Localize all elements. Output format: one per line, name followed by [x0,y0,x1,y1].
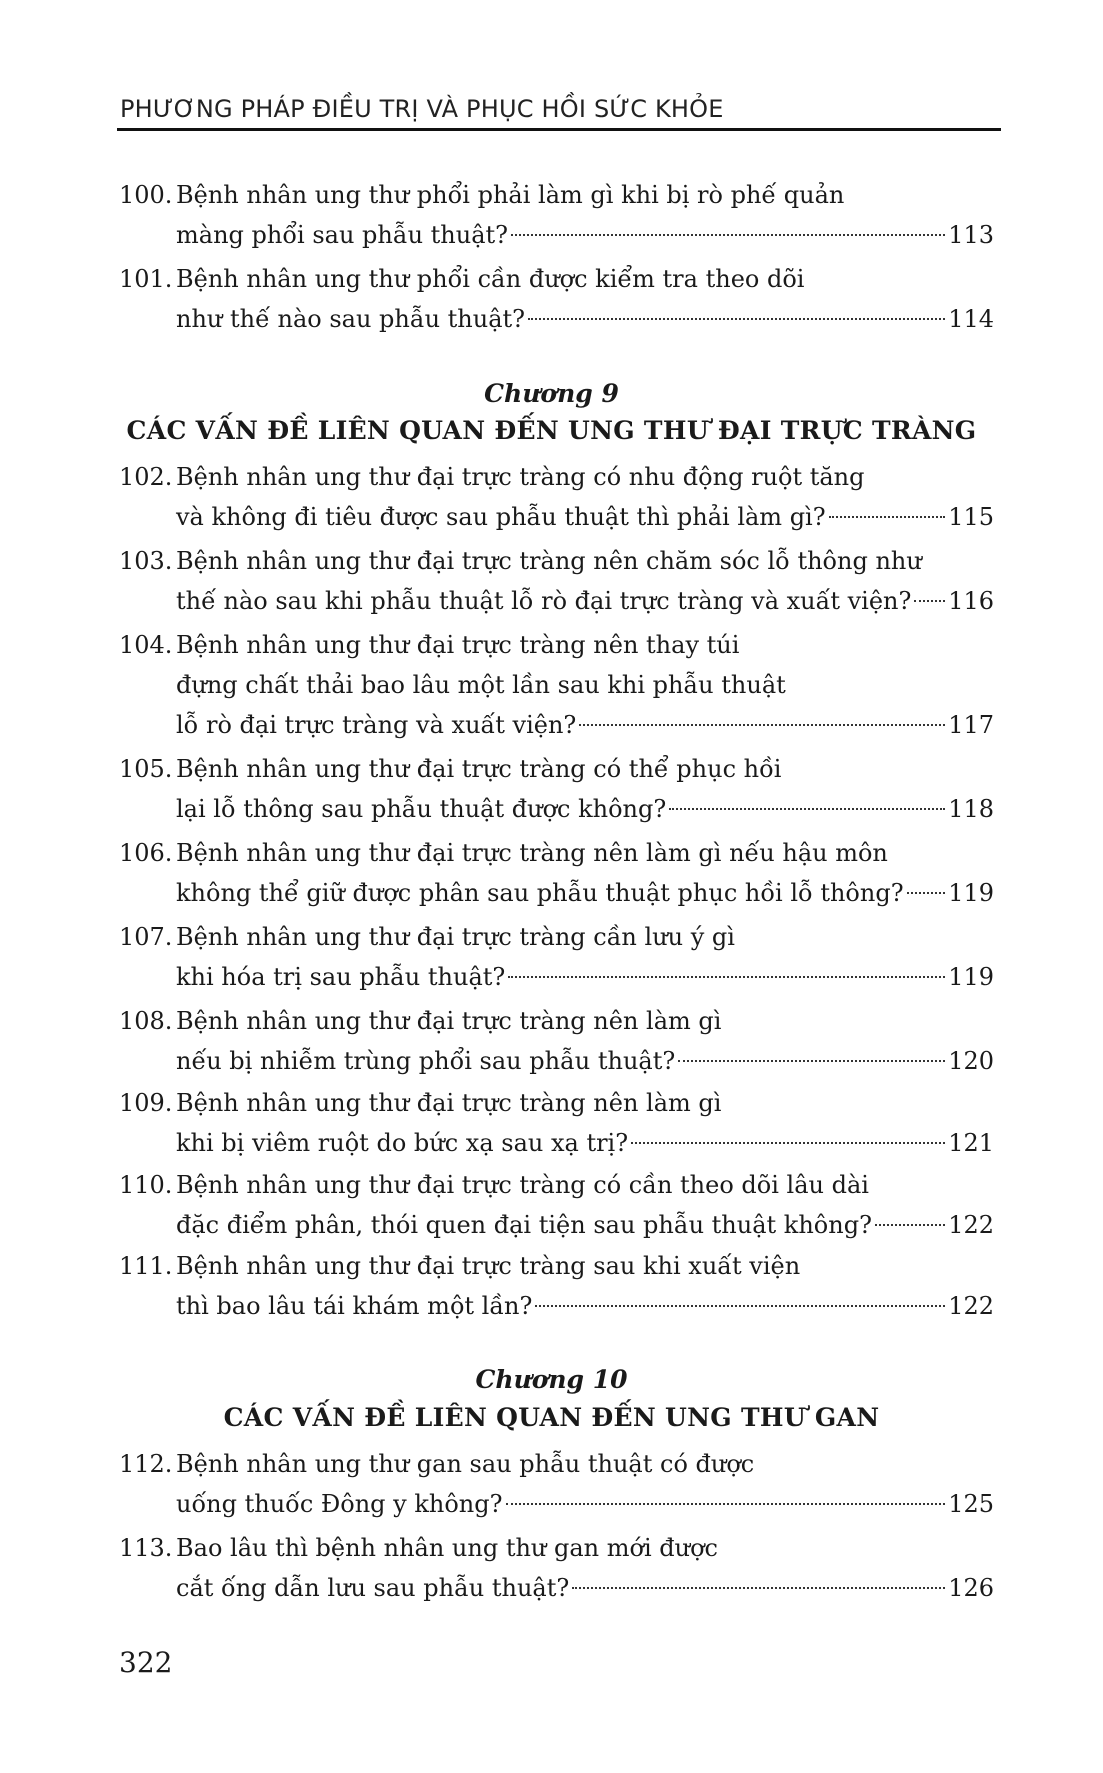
entry-number: 102. [119,463,173,491]
entry-text: lại lỗ thông sau phẫu thuật được không? [176,795,667,823]
entry-text: không thể giữ được phân sau phẫu thuật phục hồi lỗ thông? [176,879,904,907]
toc-entry[interactable] [0,1001,1103,1081]
entry-page: 119 [948,963,994,991]
entry-text: nếu bị nhiễm trùng phổi sau phẫu thuật? [176,1047,676,1075]
chapter-9-title: Chương 9 [484,379,619,408]
entry-page: 114 [948,305,994,333]
dot-leader [914,600,945,602]
entry-text: Bệnh nhân ung thư đại trực tràng nên chăm sóc lỗ thông như [176,547,922,575]
toc-entry[interactable] [0,833,1103,913]
entry-number: 101. [119,265,173,293]
entry-text: và không đi tiêu được sau phẫu thuật thì phải làm gì? [176,503,826,531]
entry-number: 111. [119,1252,173,1280]
dot-leader [528,318,945,320]
entry-page: 122 [948,1211,994,1239]
entry-page: 122 [948,1292,994,1320]
entry-text: Bệnh nhân ung thư đại trực tràng cần lưu ý gì [176,923,735,951]
header-rule [117,128,1001,131]
entry-text: Bệnh nhân ung thư đại trực tràng nên làm gì nếu hậu môn [176,839,888,867]
toc-entry[interactable] [0,1083,1103,1163]
entry-text: màng phổi sau phẫu thuật? [176,221,509,249]
entry-number: 103. [119,547,173,575]
toc-entry[interactable] [0,541,1103,621]
entry-number: 112. [119,1450,173,1478]
page-number: 322 [119,1646,173,1679]
entry-page: 126 [948,1574,994,1602]
entry-text: Bệnh nhân ung thư đại trực tràng nên thay túi [176,631,740,659]
entry-number: 110. [119,1171,173,1199]
entry-page: 113 [948,221,994,249]
entry-text: uống thuốc Đông y không? [176,1490,503,1518]
toc-entry[interactable] [0,917,1103,997]
toc-entry[interactable] [0,1165,1103,1245]
entry-text: Bệnh nhân ung thư đại trực tràng có nhu động ruột tăng [176,463,865,491]
entry-number: 100. [119,181,173,209]
entry-text: đặc điểm phân, thói quen đại tiện sau phẫu thuật không? [176,1211,872,1239]
entry-text: đựng chất thải bao lâu một lần sau khi phẫu thuật [176,671,786,699]
entry-text: Bệnh nhân ung thư đại trực tràng nên làm gì [176,1007,722,1035]
dot-leader [678,1060,945,1062]
entry-page: 119 [948,879,994,907]
toc-entry[interactable] [0,1246,1103,1326]
entry-page: 115 [948,503,994,531]
entry-text: Bệnh nhân ung thư đại trực tràng nên làm gì [176,1089,722,1117]
entry-text: Bệnh nhân ung thư đại trực tràng sau khi xuất viện [176,1252,801,1280]
entry-text: cắt ống dẫn lưu sau phẫu thuật? [176,1574,570,1602]
entry-number: 107. [119,923,173,951]
chapter-10-title: Chương 10 [475,1365,628,1394]
toc-entry[interactable] [0,259,1103,339]
toc-entry[interactable] [0,175,1103,255]
entry-page: 118 [948,795,994,823]
entry-page: 120 [948,1047,994,1075]
entry-number: 106. [119,839,173,867]
chapter-9-subtitle: CÁC VẤN ĐỀ LIÊN QUAN ĐẾN UNG THƯ ĐẠI TRỰC TRÀNG [126,416,977,445]
dot-leader [508,976,945,978]
dot-leader [907,892,946,894]
entry-text: khi bị viêm ruột do bức xạ sau xạ trị? [176,1129,629,1157]
entry-number: 104. [119,631,173,659]
dot-leader [579,724,945,726]
entry-text: Bao lâu thì bệnh nhân ung thư gan mới được [176,1534,718,1562]
entry-page: 117 [948,711,994,739]
entry-number: 108. [119,1007,173,1035]
toc-entry[interactable] [0,457,1103,537]
dot-leader [669,808,945,810]
entry-text: Bệnh nhân ung thư đại trực tràng có thể phục hồi [176,755,782,783]
entry-page: 125 [948,1490,994,1518]
entry-text: Bệnh nhân ung thư đại trực tràng có cần theo dõi lâu dài [176,1171,869,1199]
toc-entry[interactable] [0,749,1103,829]
toc-entry[interactable] [0,1444,1103,1524]
entry-text: Bệnh nhân ung thư gan sau phẫu thuật có được [176,1450,755,1478]
entry-number: 113. [119,1534,173,1562]
entry-text: khi hóa trị sau phẫu thuật? [176,963,506,991]
chapter-10-subtitle: CÁC VẤN ĐỀ LIÊN QUAN ĐẾN UNG THƯ GAN [223,1403,880,1432]
entry-text: thì bao lâu tái khám một lần? [176,1292,533,1320]
dot-leader [506,1503,946,1505]
dot-leader [631,1142,945,1144]
dot-leader [875,1224,945,1226]
entry-text: như thế nào sau phẫu thuật? [176,305,526,333]
dot-leader [572,1587,945,1589]
entry-text: lỗ rò đại trực tràng và xuất viện? [176,711,577,739]
entry-page: 116 [948,587,994,615]
entry-page: 121 [948,1129,994,1157]
toc-entry[interactable] [0,625,1103,745]
entry-text: Bệnh nhân ung thư phổi phải làm gì khi bị rò phế quản [176,181,845,209]
toc-entry[interactable] [0,1528,1103,1608]
entry-number: 109. [119,1089,173,1117]
entry-text: Bệnh nhân ung thư phổi cần được kiểm tra theo dõi [176,265,805,293]
dot-leader [511,234,945,236]
running-head: PHƯƠNG PHÁP ĐIỀU TRỊ VÀ PHỤC HỒI SỨC KHỎE [120,95,724,123]
dot-leader [829,516,946,518]
entry-number: 105. [119,755,173,783]
entry-text: thế nào sau khi phẫu thuật lỗ rò đại trực tràng và xuất viện? [176,587,912,615]
dot-leader [535,1305,945,1307]
